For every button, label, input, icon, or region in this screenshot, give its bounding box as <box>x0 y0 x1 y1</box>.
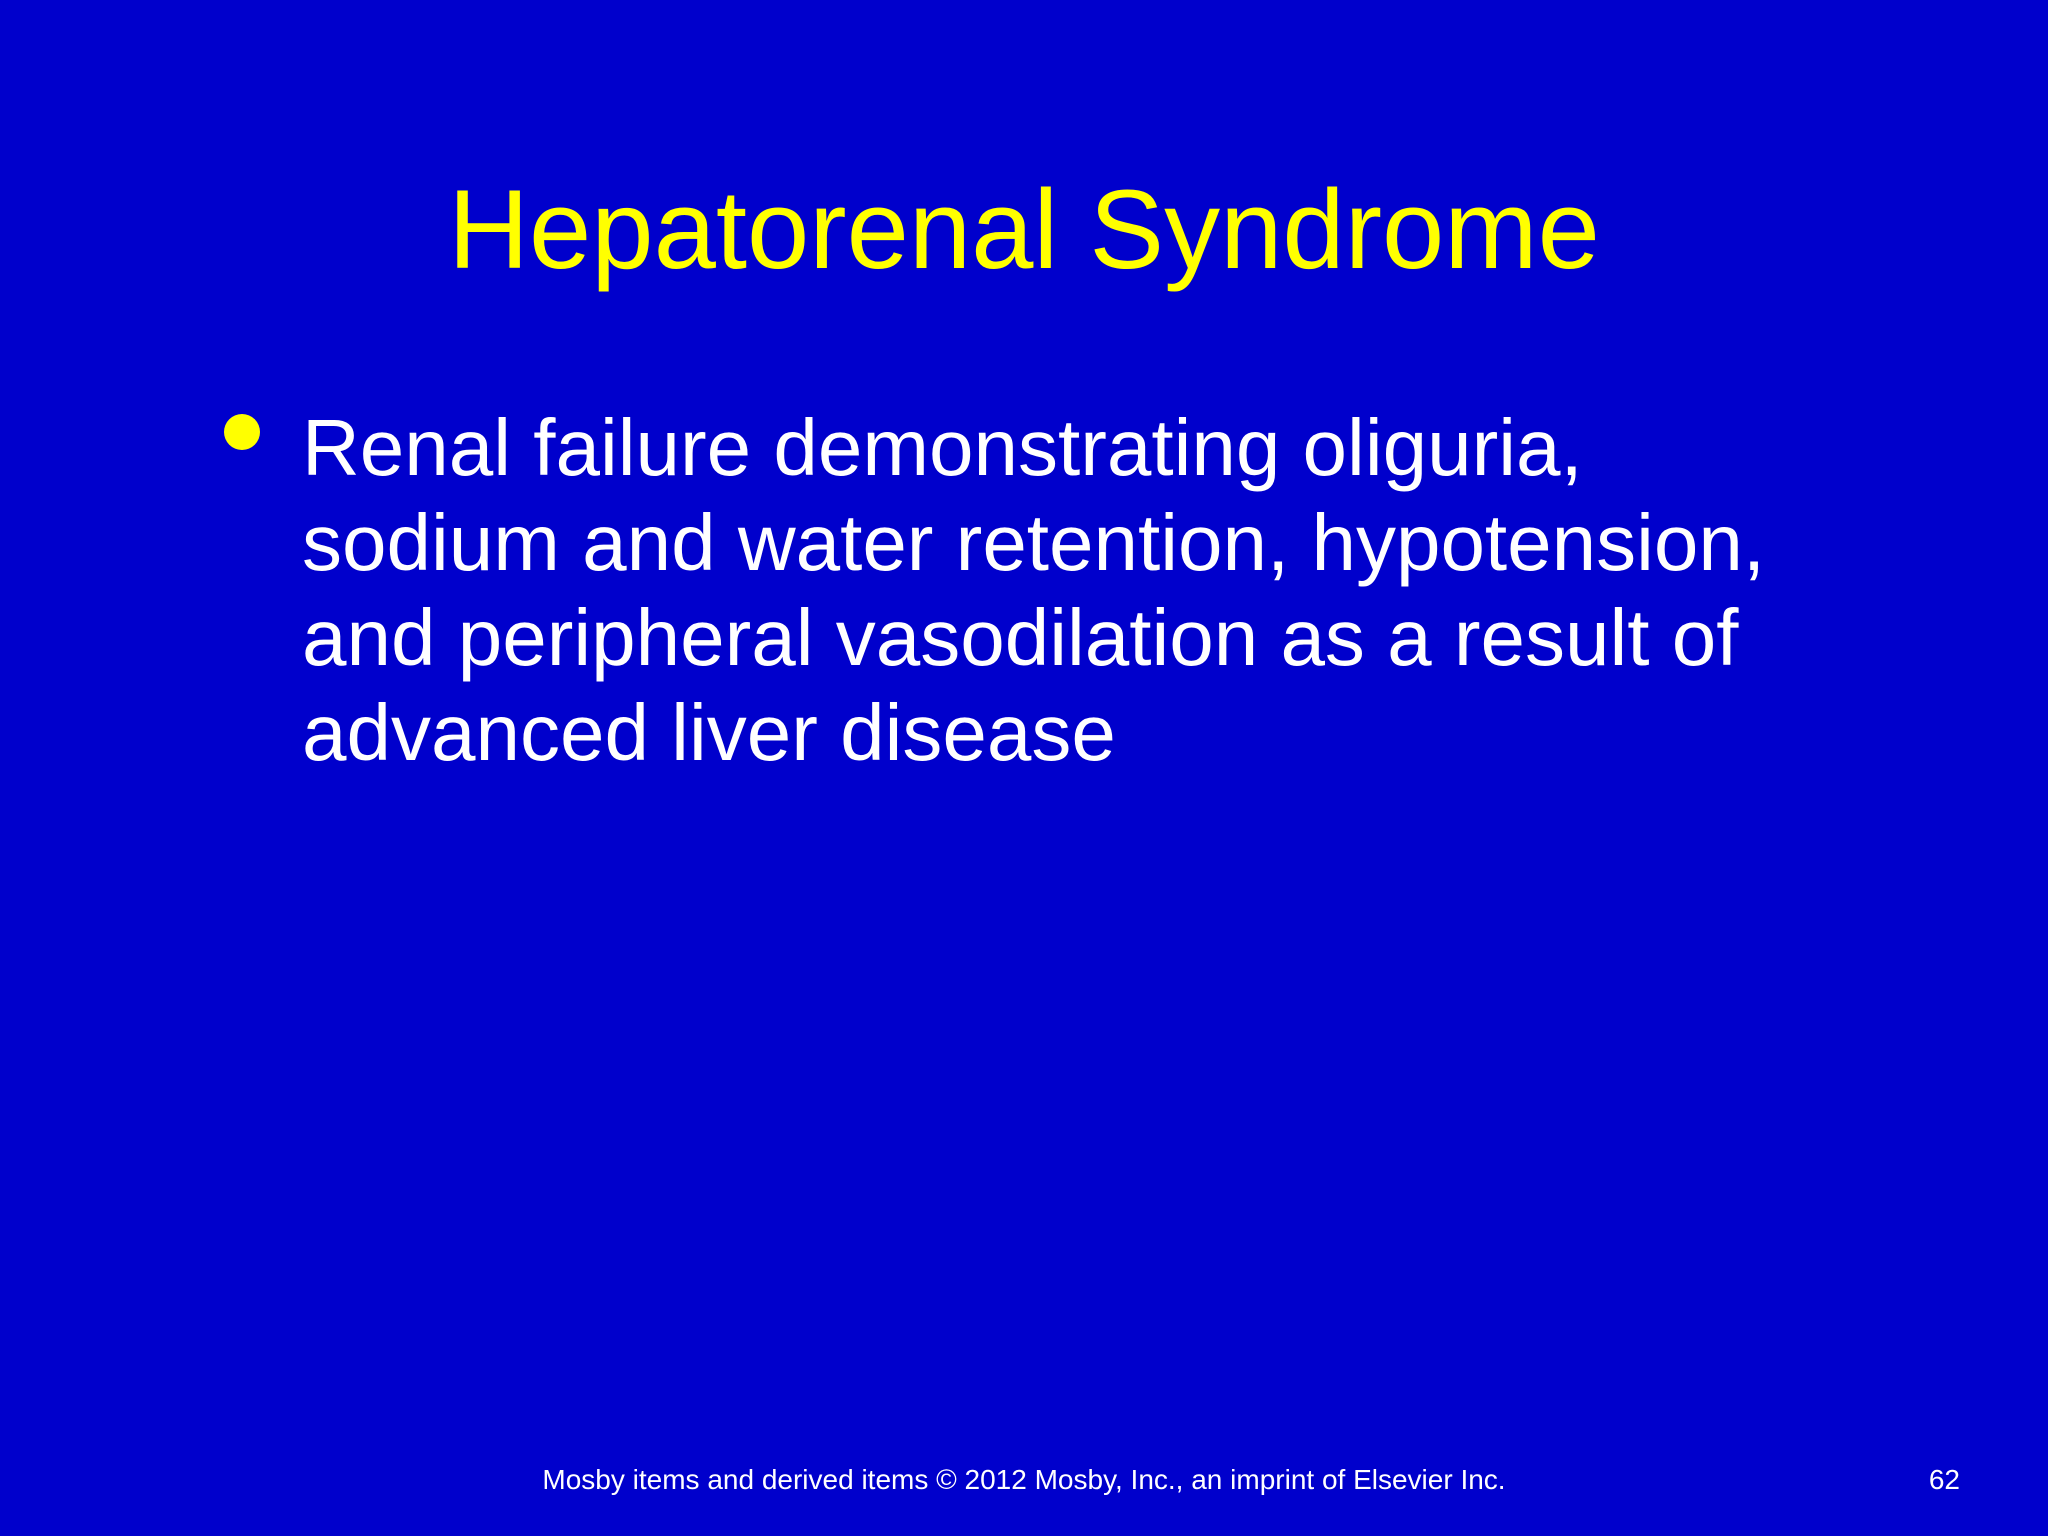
page-number: 62 <box>1928 1464 1960 1495</box>
bullet-text: Renal failure demonstrating oliguria, sodium and water retention, hypotension, and peripheral vasodilation as a result of advanced liver disease <box>302 403 1766 777</box>
slide-title: Hepatorenal Syndrome <box>448 167 1600 292</box>
bullet-item <box>220 400 1820 780</box>
bullet-list <box>220 400 1820 780</box>
bullet-dot-icon <box>224 414 260 450</box>
copyright-footer: Mosby items and derived items © 2012 Mosby, Inc., an imprint of Elsevier Inc. <box>542 1464 1506 1495</box>
